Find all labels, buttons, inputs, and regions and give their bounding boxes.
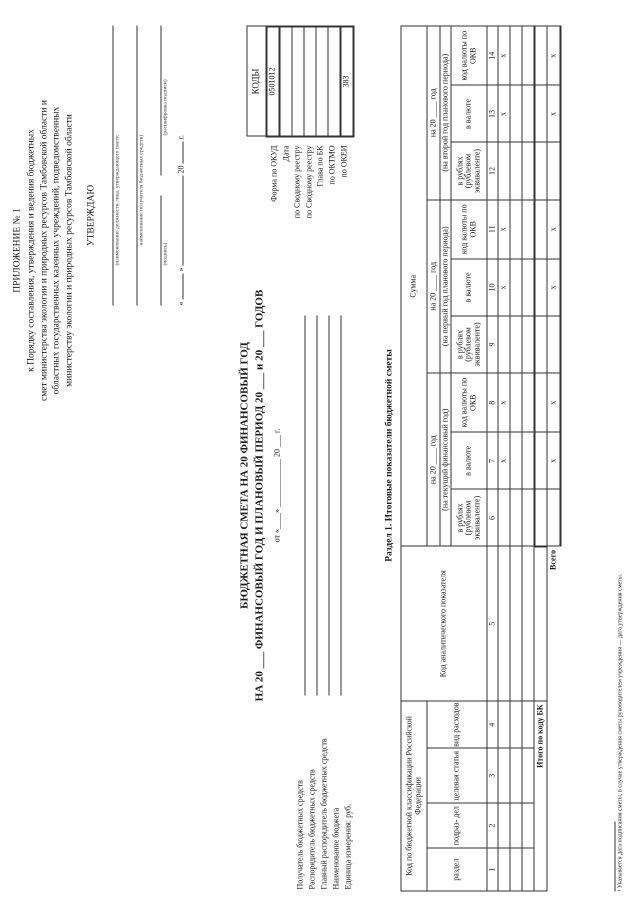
year-second-note: (на второй год планового периода): [440, 26, 451, 200]
header-fields: [294, 738, 354, 889]
code-label: по ОКЕИ: [338, 145, 348, 178]
approval-title: УТВЕРЖДАЮ: [86, 184, 96, 246]
x-mark: х: [498, 373, 510, 432]
year-first-header: на 20 ____ год: [427, 199, 440, 372]
rub-header: в рублях (рублевом эквиваленте): [451, 489, 487, 546]
analytic-header: Код аналитического показателя: [401, 546, 487, 700]
codes-table: [246, 25, 354, 137]
position-caption: (наименование должности лица, утверждающего смету;: [114, 133, 120, 265]
x-mark: х: [498, 199, 510, 258]
currency-code-header: код валюты по ОКВ: [451, 373, 487, 432]
code-label: Глава по БК: [315, 145, 325, 186]
rub-header: в рублях (рублевом эквиваленте): [451, 315, 487, 372]
x-mark: х: [498, 432, 510, 489]
total-row: [547, 26, 560, 891]
code-label: Дата: [280, 145, 290, 161]
position-line: [112, 25, 113, 305]
col-number: 7: [487, 432, 498, 489]
appendix-text: [25, 15, 75, 485]
col-number: 10: [487, 258, 498, 315]
codes-title: КОДЫ: [247, 26, 267, 136]
col-number: 4: [487, 700, 498, 748]
footnote: ¹ Указывается дата подписания сметы, в случае утверждения сметы руководителем учреждения — дата утверждения сметы.: [617, 573, 623, 891]
table-row: [498, 26, 510, 891]
date-suffix: г.: [176, 134, 185, 139]
budget-name-line: [340, 315, 341, 695]
col-number: 3: [487, 748, 498, 803]
x-mark: х: [498, 258, 510, 315]
year-second-header: на 20 ____ год: [427, 26, 440, 200]
recipient-label: Получатель бюджетных средств: [295, 779, 304, 889]
x-mark: х: [547, 85, 560, 142]
vid-header: вид расходов: [427, 700, 487, 748]
manager-line: [316, 315, 317, 695]
month-blank: [182, 175, 183, 265]
year-first-note: (на первый год планового периода): [440, 199, 451, 372]
year-current-note: (на текущий финансовый год): [440, 373, 451, 546]
doc-title-line2: НА 20 ___ ФИНАНСОВЫЙ ГОД И ПЛАНОВЫЙ ПЕРИОД 20 ___ и 20 ___ ГОДОВ: [253, 289, 265, 701]
rub-header: в рублях (рублевом эквиваленте): [451, 142, 487, 199]
org-line: [136, 25, 137, 305]
x-mark: х: [547, 432, 560, 489]
date-year: 20: [176, 165, 185, 173]
code-labels: [268, 145, 349, 265]
date-code: [279, 26, 292, 136]
x-mark: х: [498, 26, 510, 85]
currency-code-header: код валюты по ОКВ: [451, 26, 487, 85]
col-number: 13: [487, 85, 498, 142]
appendix-line: министерству экологии и природных ресурсов Тамбовской области: [63, 113, 74, 387]
appendix-line: к Порядку составления, утверждения и ведения бюджетных: [26, 128, 36, 372]
footnote-rule: [614, 821, 615, 891]
total-bk-row: [534, 26, 547, 891]
podrazdel-header: подраз- дел: [427, 803, 487, 848]
code-label: по Сводному реестру: [303, 145, 313, 218]
section1-title: Раздел 1. Итоговые показатели бюджетной сметы: [384, 348, 394, 562]
unit-label: Единица измерения: руб.: [343, 803, 352, 889]
col-number: 9: [487, 315, 498, 372]
budget-name-label: Наименование бюджета: [331, 807, 340, 889]
doc-date-line: от «____» ____________ 20 ___ г.: [272, 428, 281, 542]
col-number: 14: [487, 26, 498, 85]
table-row: [522, 26, 534, 891]
date-open: «: [176, 301, 185, 305]
currency-header: в валюте: [451, 85, 487, 142]
decoding-caption: (расшифровка подписи): [162, 78, 168, 135]
currency-header: в валюте: [451, 432, 487, 489]
registry-code: [304, 26, 316, 136]
okud-code: 0501012: [266, 26, 279, 136]
col-number: 11: [487, 199, 498, 258]
col-number: 2: [487, 803, 498, 848]
col-number: 1: [487, 848, 498, 891]
budget-table: [400, 25, 561, 891]
celevaya-header: целевая статья: [427, 748, 487, 803]
year-current-header: на 20 ____ год: [427, 373, 440, 546]
recipient-line: [304, 315, 305, 695]
x-mark: х: [547, 258, 560, 315]
code-label: Форма по ОКУД: [269, 145, 278, 202]
org-caption: наименование получателя бюджетных средств): [138, 134, 144, 245]
col-number: 6: [487, 489, 498, 546]
x-mark: х: [547, 26, 560, 85]
chief-manager-line: [328, 315, 329, 695]
x-mark: х: [547, 373, 560, 432]
total-label: Всего: [547, 546, 560, 891]
col-number: 8: [487, 373, 498, 432]
table-row: [510, 26, 522, 891]
signature-line: [160, 195, 161, 305]
col-number: 12: [487, 142, 498, 199]
code-label: по ОКТМО: [326, 145, 336, 185]
currency-code-header: код валюты по ОКВ: [451, 199, 487, 258]
registry-code: [292, 26, 304, 136]
total-bk-label: Итого по коду БК: [534, 700, 547, 890]
year-blank: [182, 141, 183, 163]
bk-code-header: Код по бюджетной классификации Российской Федерации: [401, 700, 427, 890]
currency-header: в валюте: [451, 258, 487, 315]
chief-manager-label: Главный распорядитель бюджетных средств: [319, 737, 328, 889]
oktmo-code: [328, 26, 341, 136]
appendix-title: ПРИЛОЖЕНИЕ № 1: [12, 207, 22, 293]
code-label: по Сводному реестру: [292, 145, 302, 218]
sum-header: Сумма: [401, 26, 427, 546]
col-number: 5: [487, 546, 498, 700]
signature-caption: (подпись): [162, 242, 168, 265]
appendix-line: областных государственных казенных учреждений, подведомственных: [51, 106, 61, 394]
appendix-line: смет министерства экологии и природных ресурсов Тамбовской области и: [38, 99, 49, 401]
approval-date: [176, 135, 185, 305]
bk-chapter-code: [316, 26, 328, 136]
razdel-header: раздел: [427, 848, 487, 891]
decoding-line: [160, 25, 161, 175]
day-blank: [182, 273, 183, 299]
date-close: »: [176, 267, 185, 271]
doc-title-line1: БЮДЖЕТНАЯ СМЕТА НА 20 ФИНАНСОВЫЙ ГОД: [238, 341, 250, 609]
x-mark: х: [547, 199, 560, 258]
x-mark: х: [498, 85, 510, 142]
manager-label: Распорядитель бюджетных средств: [307, 768, 316, 889]
okei-code: 383: [340, 26, 353, 136]
